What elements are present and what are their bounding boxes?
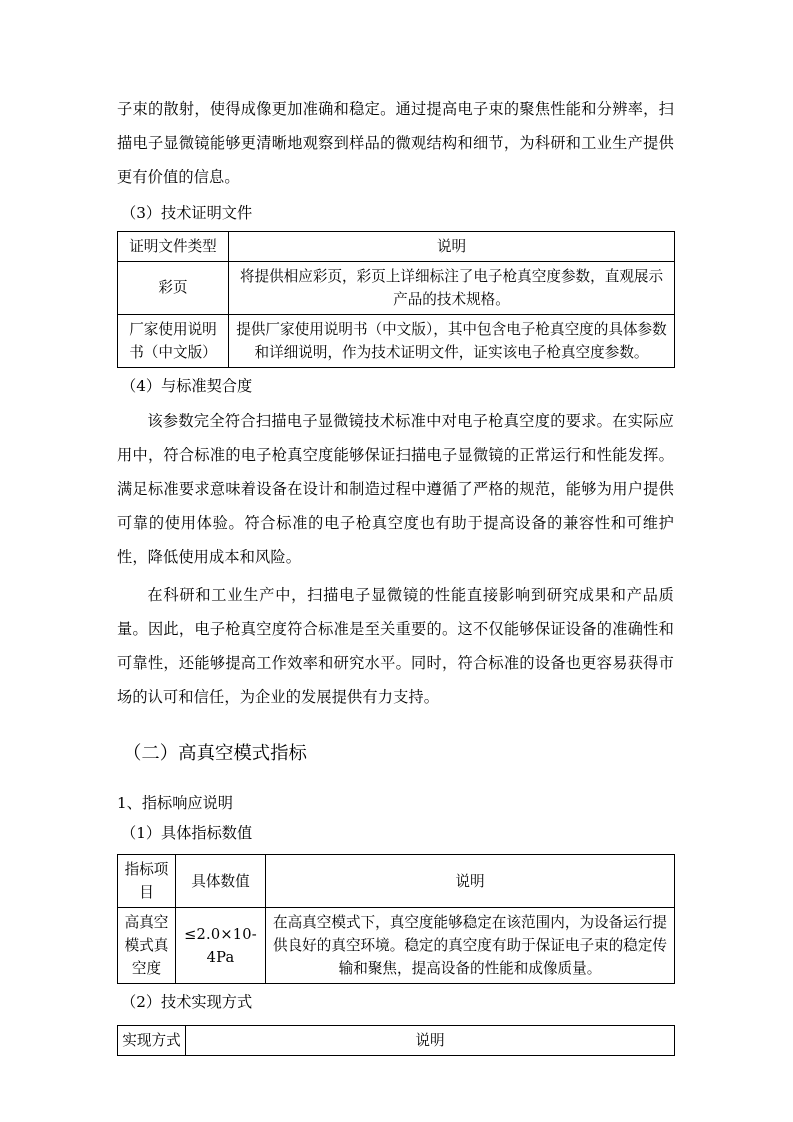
header-cell-description: 说明 bbox=[229, 231, 675, 261]
table-indicator-values bbox=[117, 854, 675, 984]
table-implementation bbox=[117, 1025, 675, 1056]
header-cell-certificate-type: 证明文件类型 bbox=[118, 231, 229, 261]
header-cell-implementation-method: 实现方式 bbox=[118, 1026, 186, 1056]
cell-indicator-item: 高真空模式真空度 bbox=[118, 908, 176, 984]
cell-certificate-type: 厂家使用说明书（中文版） bbox=[118, 314, 229, 367]
table-row-header bbox=[118, 1026, 675, 1056]
heading-specific-indicator-values: （1）具体指标数值 bbox=[121, 824, 253, 843]
paragraph-standard-conformance-2: 在科研和工业生产中，扫描电子显微镜的性能直接影响到研究成果和产品质量。因此，电子枪真空度符合标准是至关重要的。这不仅能够保证设备的准确性和可靠性，还能够提高工作效率和研究水平。同时，符合标准的设备也更容易获得市场的认可和信任，为企业的发展提供有力支持。 bbox=[117, 585, 674, 707]
cell-certificate-description: 提供厂家使用说明书（中文版），其中包含电子枪真空度的具体参数和详细说明，作为技术证明文件，证实该电子枪真空度参数。 bbox=[229, 314, 675, 367]
paragraph-standard-conformance-1: 该参数完全符合扫描电子显微镜技术标准中对电子枪真空度的要求。在实际应用中，符合标准的电子枪真空度能够保证扫描电子显微镜的正常运行和性能发挥。满足标准要求意味着设备在设计和制造过程中遵循了严格的规范，能够为用户提供可靠的使用体验。符合标准的电子枪真空度也有助于提高设备的兼容性和可维护性，降低使用成本和风险。 bbox=[117, 411, 674, 567]
section-heading-high-vacuum-mode: （二）高真空模式指标 bbox=[123, 743, 307, 765]
heading-standard-conformance: （4）与标准契合度 bbox=[121, 376, 253, 395]
heading-technical-certificate: （3）技术证明文件 bbox=[121, 203, 253, 222]
table-row bbox=[118, 314, 675, 367]
header-cell-specific-value: 具体数值 bbox=[176, 855, 266, 908]
table-certificates bbox=[117, 231, 675, 368]
cell-certificate-description: 将提供相应彩页，彩页上详细标注了电子枪真空度参数，直观展示产品的技术规格。 bbox=[229, 261, 675, 314]
table-row bbox=[118, 261, 675, 314]
header-cell-indicator-item: 指标项目 bbox=[118, 855, 176, 908]
table-row bbox=[118, 908, 675, 984]
table-row-header bbox=[118, 855, 675, 908]
header-cell-description: 说明 bbox=[186, 1026, 675, 1056]
subheading-indicator-response: 1、指标响应说明 bbox=[117, 794, 233, 813]
page-content bbox=[117, 92, 674, 1056]
paragraph-continued: 子束的散射，使得成像更加准确和稳定。通过提高电子束的聚焦性能和分辨率，扫描电子显微镜能够更清晰地观察到样品的微观结构和细节，为科研和工业生产提供更有价值的信息。 bbox=[117, 100, 674, 187]
table-row-header bbox=[118, 231, 675, 261]
header-cell-description: 说明 bbox=[266, 855, 675, 908]
heading-technical-implementation: （2）技术实现方式 bbox=[121, 993, 253, 1012]
cell-certificate-type: 彩页 bbox=[118, 261, 229, 314]
cell-indicator-value: ≤2.0×10-4Pa bbox=[176, 908, 266, 984]
cell-indicator-description: 在高真空模式下，真空度能够稳定在该范围内，为设备运行提供良好的真空环境。稳定的真空度有助于保证电子束的稳定传输和聚焦，提高设备的性能和成像质量。 bbox=[266, 908, 675, 984]
